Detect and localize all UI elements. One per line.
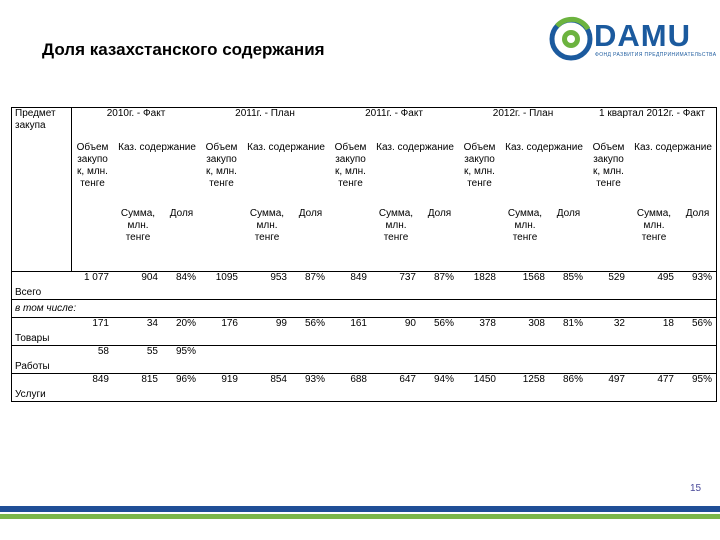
table-cell: 1095	[201, 272, 243, 300]
table-cell: 495	[630, 272, 679, 300]
table-cell: 34	[114, 318, 163, 346]
share-header: Доля	[163, 208, 201, 272]
sum-header: Сумма, млн. тенге	[630, 208, 679, 272]
sum-header: Сумма, млн. тенге	[372, 208, 421, 272]
volume-header: Объем закупо к, млн. тенге	[72, 142, 114, 208]
table-cell: 96%	[163, 374, 201, 402]
table-row-services	[12, 374, 717, 402]
period-header-2010-fact: 2010г. - Факт	[72, 108, 201, 142]
table-cell: 815	[114, 374, 163, 402]
kaz-content-header: Каз. содержание	[505, 142, 583, 153]
row-label: Всего	[12, 272, 72, 300]
logo-tagline: ФОНД РАЗВИТИЯ ПРЕДПРИНИМАТЕЛЬСТВА	[595, 52, 717, 58]
table-cell: 1258	[501, 374, 550, 402]
share-header: Доля	[550, 208, 588, 272]
kaz-content-header: Каз. содержание	[630, 142, 717, 208]
logo-brand-text: DAMU	[594, 18, 691, 53]
row-label: Услуги	[12, 374, 72, 402]
sum-header: Сумма, млн. тенге	[243, 208, 292, 272]
table-row-goods	[12, 318, 717, 346]
volume-header: Объем закупо к, млн. тенге	[330, 142, 372, 208]
table-cell: 58	[72, 346, 114, 374]
volume-header: Объем закупо к, млн. тенге	[459, 142, 501, 208]
table-cell: 647	[372, 374, 421, 402]
table-row-total	[12, 272, 717, 300]
corner-header: Предмет закупа	[12, 108, 72, 272]
table-cell: 171	[72, 318, 114, 346]
table-cell: 95%	[163, 346, 201, 374]
table-cell: 87%	[421, 272, 459, 300]
table-cell: 688	[330, 374, 372, 402]
table-cell: 1828	[459, 272, 501, 300]
table-cell: 94%	[421, 374, 459, 402]
table-cell: 55	[114, 346, 163, 374]
period-header-2011-plan: 2011г. - План	[201, 108, 330, 142]
period-header-2011-fact: 2011г. - Факт	[330, 108, 459, 142]
table-cell: 86%	[550, 374, 588, 402]
period-header-q1-2012-fact: 1 квартал 2012г. - Факт	[588, 108, 717, 142]
table-cell: 497	[588, 374, 630, 402]
kaz-content-header: Каз. содержание	[118, 142, 196, 153]
table-cell: 18	[630, 318, 679, 346]
table-cell: 854	[243, 374, 292, 402]
table-row-works	[12, 346, 717, 374]
table-cell: 953	[243, 272, 292, 300]
share-header: Доля	[421, 208, 459, 272]
table-cell: 56%	[421, 318, 459, 346]
sum-header: Сумма, млн. тенге	[501, 208, 550, 272]
table-cell: 32	[588, 318, 630, 346]
table-cell: 99	[243, 318, 292, 346]
slide-title: Доля казахстанского содержания	[42, 40, 325, 59]
table-cell: 87%	[292, 272, 330, 300]
table-cell: 1 077	[72, 272, 114, 300]
table-cell: 85%	[550, 272, 588, 300]
table-cell: 176	[201, 318, 243, 346]
including-label: в том числе:	[12, 300, 201, 318]
table-cell: 20%	[163, 318, 201, 346]
table-cell: 56%	[679, 318, 717, 346]
footer-stripes	[0, 506, 720, 540]
row-label: Товары	[12, 318, 72, 346]
table-cell: 90	[372, 318, 421, 346]
table-row-including	[12, 300, 717, 318]
table-cell: 81%	[550, 318, 588, 346]
volume-header: Объем закупо к, млн. тенге	[201, 142, 243, 208]
table-cell: 378	[459, 318, 501, 346]
damu-emblem-icon	[548, 14, 594, 64]
kaz-content-table	[11, 107, 717, 402]
table-cell: 1450	[459, 374, 501, 402]
table-cell: 161	[330, 318, 372, 346]
share-header: Доля	[679, 208, 717, 272]
table-cell: 56%	[292, 318, 330, 346]
row-label: Работы	[12, 346, 72, 374]
volume-header: Объем закупо к, млн. тенге	[588, 142, 630, 208]
table-cell: 1568	[501, 272, 550, 300]
table-cell: 849	[72, 374, 114, 402]
table-cell: 477	[630, 374, 679, 402]
page-number: 15	[690, 483, 702, 494]
table-cell: 529	[588, 272, 630, 300]
table-cell: 93%	[292, 374, 330, 402]
table-cell: 849	[330, 272, 372, 300]
sum-header: Сумма, млн. тенге	[114, 208, 163, 272]
table-cell: 308	[501, 318, 550, 346]
table-cell: 737	[372, 272, 421, 300]
table-cell: 919	[201, 374, 243, 402]
table-cell: 84%	[163, 272, 201, 300]
share-header: Доля	[292, 208, 330, 272]
kaz-content-header: Каз. содержание	[376, 142, 454, 153]
period-header-2012-plan: 2012г. - План	[459, 108, 588, 142]
damu-logo	[548, 14, 717, 66]
table-cell: 95%	[679, 374, 717, 402]
table-cell: 904	[114, 272, 163, 300]
kaz-content-header: Каз. содержание	[247, 142, 325, 153]
table-cell: 93%	[679, 272, 717, 300]
